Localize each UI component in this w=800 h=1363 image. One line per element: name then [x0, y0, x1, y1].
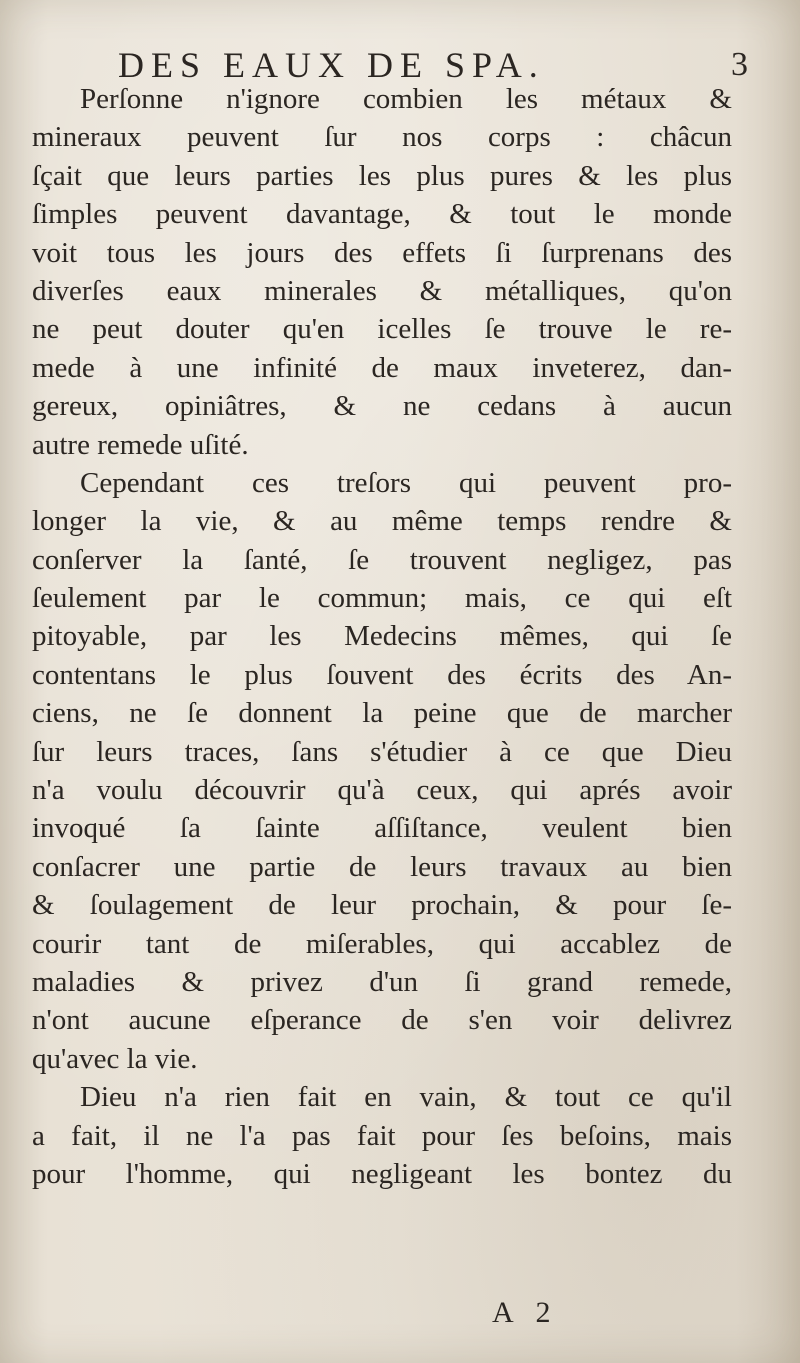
- text-line: mineraux peuvent ſur nos corps : châcun: [32, 121, 732, 154]
- text-line: contentans le plus ſouvent des écrits des An-: [32, 658, 732, 691]
- text-line: a fait, il ne l'a pas fait pour ſes beſoins, mais: [32, 1119, 732, 1152]
- text-line: ciens, ne ſe donnent la peine que de marcher: [32, 697, 732, 730]
- text-line: ſimples peuvent davantage, & tout le monde: [32, 198, 732, 231]
- text-line: Perſonne n'ignore combien les métaux &: [80, 83, 732, 115]
- text-line: ſur leurs traces, ſans s'étudier à ce que Dieu: [32, 735, 732, 768]
- text-line: ſçait que leurs parties les plus pures & les plus: [32, 159, 732, 192]
- paragraph-3: [32, 1078, 732, 1193]
- text-line: diverſes eaux minerales & métalliques, qu'on: [32, 274, 732, 307]
- text-line: pitoyable, par les Medecins mêmes, qui ſe: [32, 620, 732, 653]
- body-text: [32, 80, 732, 1193]
- text-line: voit tous les jours des effets ſi ſurprenans des: [32, 236, 732, 269]
- text-line: pour l'homme, qui negligeant les bontez du: [32, 1157, 732, 1190]
- text-line: maladies & privez d'un ſi grand remede,: [32, 965, 732, 998]
- signature-mark: A 2: [492, 1296, 559, 1329]
- text-line: autre remede uſité.: [32, 428, 249, 461]
- text-line: gereux, opiniâtres, & ne cedans à aucun: [32, 390, 732, 423]
- text-line: invoqué ſa ſainte aſſiſtance, veulent bien: [32, 812, 732, 845]
- text-line: ne peut douter qu'en icelles ſe trouve le re-: [32, 313, 732, 346]
- page-number: 3: [731, 46, 748, 83]
- text-line: courir tant de miſerables, qui accablez de: [32, 927, 732, 960]
- text-line: & ſoulagement de leur prochain, & pour ſe-: [32, 889, 732, 922]
- text-line: Cependant ces treſors qui peuvent pro-: [80, 466, 732, 499]
- paragraph-2: [32, 464, 732, 1078]
- text-line: n'ont aucune eſperance de s'en voir delivrez: [32, 1004, 732, 1037]
- paragraph-1: [32, 80, 732, 464]
- text-line: conſerver la ſanté, ſe trouvent negligez, pas: [32, 543, 732, 576]
- text-line: Dieu n'a rien fait en vain, & tout ce qu'il: [80, 1081, 732, 1114]
- running-head: DES EAUX DE SPA.: [118, 45, 545, 85]
- text-line: longer la vie, & au même temps rendre &: [32, 505, 732, 538]
- text-line: qu'avec la vie.: [32, 1042, 198, 1075]
- text-line: n'a voulu découvrir qu'à ceux, qui aprés avoir: [32, 774, 732, 807]
- text-line: mede à une infinité de maux inveterez, dan-: [32, 351, 732, 384]
- text-line: ſeulement par le commun; mais, ce qui eſt: [32, 582, 732, 615]
- text-line: conſacrer une partie de leurs travaux au bien: [32, 850, 732, 883]
